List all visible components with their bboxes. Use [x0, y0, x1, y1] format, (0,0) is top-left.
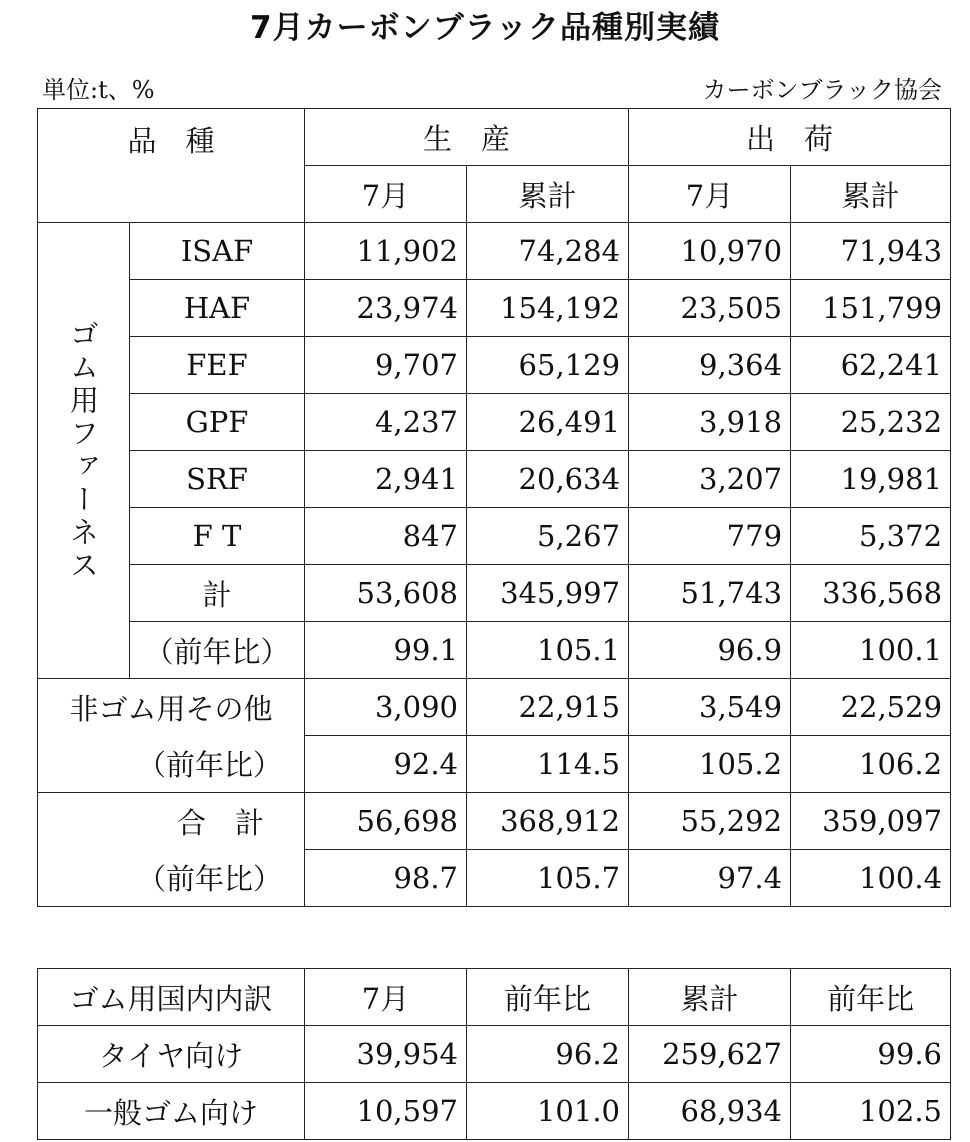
shipment-cumulative-cell: 336,568 — [791, 565, 951, 622]
production-cumulative-cell: 154,192 — [467, 280, 629, 337]
page-title: 7月カーボンブラック品種別実績 — [250, 10, 720, 46]
table-row — [38, 1083, 951, 1140]
domestic-cumulative-ratio-cell: 99.6 — [791, 1026, 951, 1083]
domestic-month-ratio-cell: 96.2 — [467, 1026, 629, 1083]
production-cumulative-cell: 5,267 — [467, 508, 629, 565]
production-cumulative-cell: 20,634 — [467, 451, 629, 508]
production-month-cell: 92.4 — [305, 736, 467, 793]
production-cumulative-cell: 105.1 — [467, 622, 629, 679]
production-month-cell: 53,608 — [305, 565, 467, 622]
production-month-cell: 98.7 — [305, 850, 467, 907]
table-row — [38, 280, 951, 337]
domestic-breakdown-table — [37, 968, 951, 1140]
domestic-month-cell: 39,954 — [305, 1026, 467, 1083]
domestic-cumulative-header: 累計 — [629, 969, 791, 1026]
production-month-cell: 23,974 — [305, 280, 467, 337]
production-cumulative-cell: 65,129 — [467, 337, 629, 394]
table-row — [38, 508, 951, 565]
shipment-month-cell: 105.2 — [629, 736, 791, 793]
row-name: 一般ゴム向け — [38, 1083, 305, 1140]
shipment-month-cell: 3,549 — [629, 679, 791, 736]
production-cumulative-cell: 345,997 — [467, 565, 629, 622]
shipment-month-cell: 23,505 — [629, 280, 791, 337]
production-month-cell: 4,237 — [305, 394, 467, 451]
shipment-cumulative-cell: 19,981 — [791, 451, 951, 508]
shipment-cumulative-cell: 151,799 — [791, 280, 951, 337]
domestic-label-header: ゴム用国内内訳 — [38, 969, 305, 1026]
organization-label: カーボンブラック協会 — [702, 76, 942, 104]
table-row — [38, 337, 951, 394]
shipment-month-cell: 779 — [629, 508, 791, 565]
row-name: 合 計 — [38, 793, 305, 850]
production-cumulative-cell: 22,915 — [467, 679, 629, 736]
shipment-month-cell: 97.4 — [629, 850, 791, 907]
row-name: 計 — [130, 565, 305, 622]
row-name: GPF — [130, 394, 305, 451]
shipment-cumulative-cell: 22,529 — [791, 679, 951, 736]
shipment-cumulative-cell: 106.2 — [791, 736, 951, 793]
production-shipment-table — [37, 108, 951, 907]
row-name: （前年比） — [38, 850, 305, 907]
domestic-month-ratio-cell: 101.0 — [467, 1083, 629, 1140]
domestic-month-cell: 10,597 — [305, 1083, 467, 1140]
domestic-month-header: 7月 — [305, 969, 467, 1026]
non-rubber-ratio-row — [38, 736, 951, 793]
total-ratio-row — [38, 850, 951, 907]
shipment-cumulative-cell: 359,097 — [791, 793, 951, 850]
shipment-cumulative-cell: 100.1 — [791, 622, 951, 679]
domestic-month-ratio-header: 前年比 — [467, 969, 629, 1026]
production-month-header: 7月 — [305, 166, 467, 223]
shipment-month-cell: 9,364 — [629, 337, 791, 394]
production-cumulative-cell: 368,912 — [467, 793, 629, 850]
table-row — [38, 1026, 951, 1083]
table-row — [38, 622, 951, 679]
unit-label: 単位:t、% — [42, 76, 155, 104]
shipment-cumulative-cell: 100.4 — [791, 850, 951, 907]
production-header: 生 産 — [305, 109, 629, 166]
shipment-cumulative-cell: 62,241 — [791, 337, 951, 394]
domestic-cumulative-cell: 259,627 — [629, 1026, 791, 1083]
non-rubber-row — [38, 679, 951, 736]
shipment-month-cell: 96.9 — [629, 622, 791, 679]
production-cumulative-cell: 74,284 — [467, 223, 629, 280]
row-name: （前年比） — [38, 736, 305, 793]
domestic-header-row — [38, 969, 951, 1026]
row-name: ISAF — [130, 223, 305, 280]
header-row-1 — [38, 109, 951, 166]
row-name: HAF — [130, 280, 305, 337]
shipment-month-cell: 55,292 — [629, 793, 791, 850]
production-month-cell: 56,698 — [305, 793, 467, 850]
shipment-month-cell: 3,207 — [629, 451, 791, 508]
rubber-furnace-group-label: ゴム用ファーネス — [38, 223, 130, 679]
production-month-cell: 9,707 — [305, 337, 467, 394]
production-month-cell: 11,902 — [305, 223, 467, 280]
production-month-cell: 99.1 — [305, 622, 467, 679]
row-name: タイヤ向け — [38, 1026, 305, 1083]
shipment-month-cell: 3,918 — [629, 394, 791, 451]
production-cumulative-header: 累計 — [467, 166, 629, 223]
row-name: 非ゴム用その他 — [38, 679, 305, 736]
shipment-cumulative-cell: 25,232 — [791, 394, 951, 451]
production-cumulative-cell: 26,491 — [467, 394, 629, 451]
shipment-cumulative-header: 累計 — [791, 166, 951, 223]
shipment-header: 出 荷 — [629, 109, 951, 166]
domestic-cumulative-cell: 68,934 — [629, 1083, 791, 1140]
shipment-cumulative-cell: 71,943 — [791, 223, 951, 280]
shipment-cumulative-cell: 5,372 — [791, 508, 951, 565]
row-name: FEF — [130, 337, 305, 394]
kind-header: 品 種 — [38, 109, 305, 223]
shipment-month-cell: 51,743 — [629, 565, 791, 622]
table-row — [38, 451, 951, 508]
table-row — [38, 394, 951, 451]
shipment-month-cell: 10,970 — [629, 223, 791, 280]
row-name: SRF — [130, 451, 305, 508]
shipment-month-header: 7月 — [629, 166, 791, 223]
production-month-cell: 847 — [305, 508, 467, 565]
table-row — [38, 223, 951, 280]
production-cumulative-cell: 105.7 — [467, 850, 629, 907]
production-cumulative-cell: 114.5 — [467, 736, 629, 793]
row-name: F T — [130, 508, 305, 565]
domestic-cumulative-ratio-header: 前年比 — [791, 969, 951, 1026]
domestic-cumulative-ratio-cell: 102.5 — [791, 1083, 951, 1140]
production-month-cell: 2,941 — [305, 451, 467, 508]
total-row — [38, 793, 951, 850]
table-row — [38, 565, 951, 622]
production-month-cell: 3,090 — [305, 679, 467, 736]
row-name: （前年比） — [130, 622, 305, 679]
